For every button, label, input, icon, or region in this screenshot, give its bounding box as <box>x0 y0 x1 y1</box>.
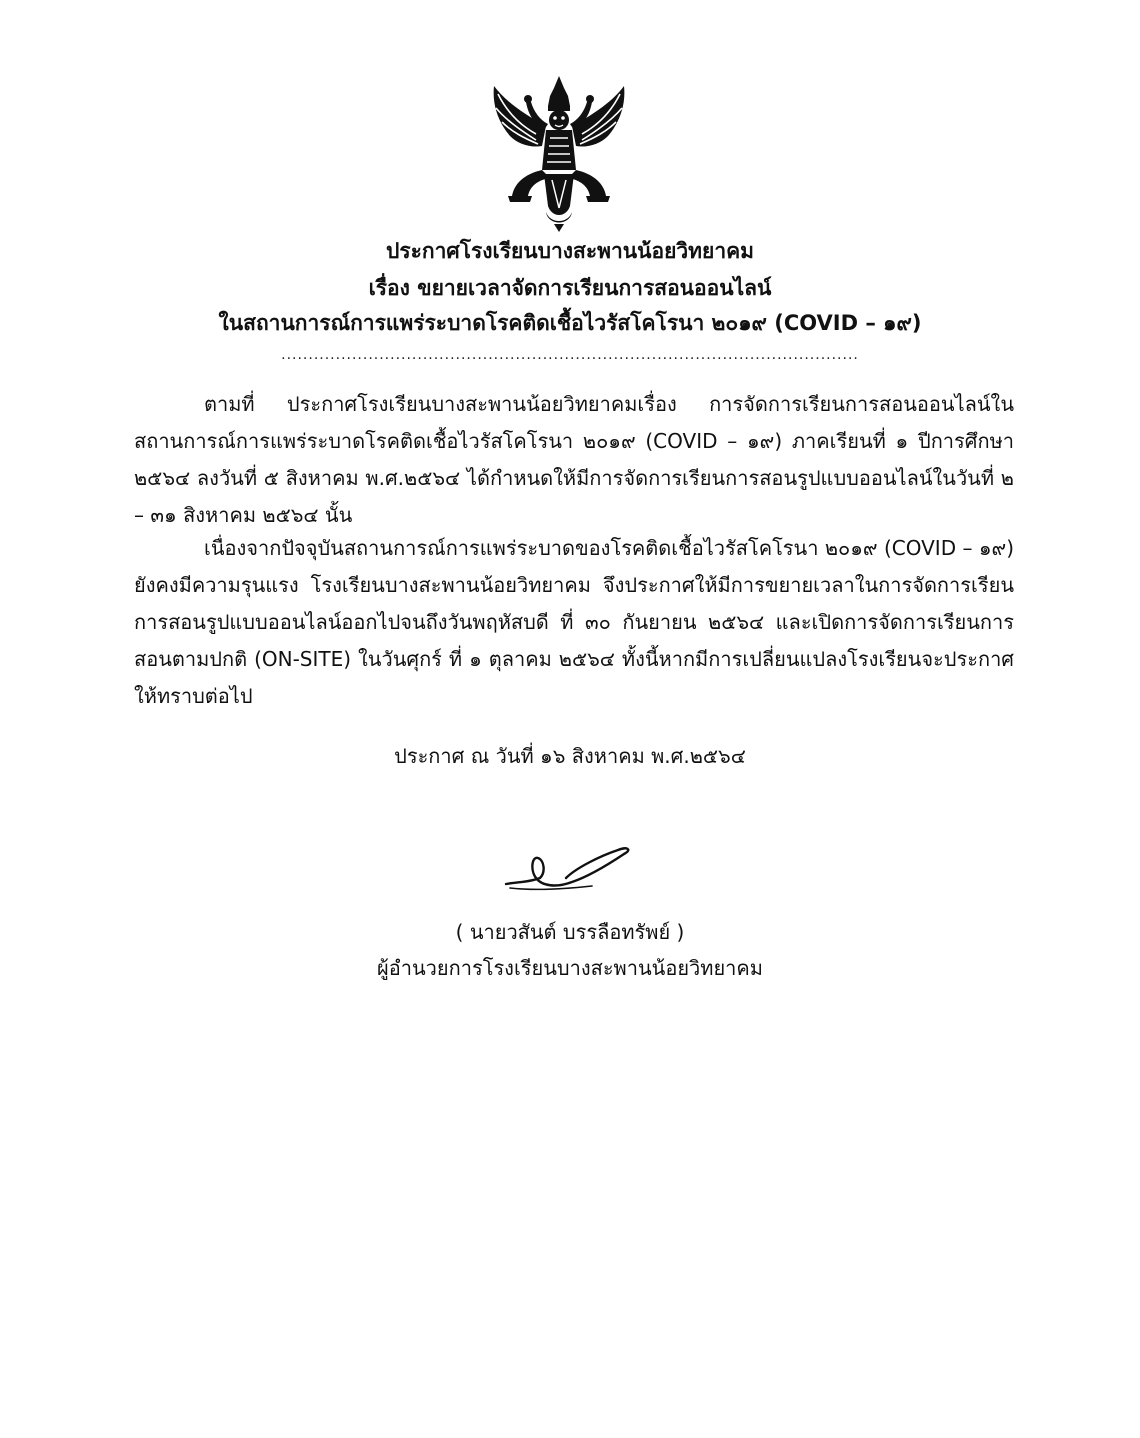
announcement-title: ประกาศโรงเรียนบางสะพานน้อยวิทยาคม <box>385 239 754 263</box>
announcement-context: ในสถานการณ์การแพร่ระบาดโรคติดเชื้อไวรัสโคโรนา ๒๐๑๙ (COVID – ๑๙) <box>218 311 922 335</box>
signer-title: ผู้อำนวยการโรงเรียนบางสะพานน้อยวิทยาคม <box>377 956 763 980</box>
announcement-subject: เรื่อง ขยายเวลาจัดการเรียนการสอนออนไลน์ <box>368 276 772 300</box>
garuda-emblem-icon <box>484 74 634 232</box>
body-paragraph-2: เนื่องจากปัจจุบันสถานการณ์การแพร่ระบาดของโรคติดเชื้อไวรัสโคโรนา ๒๐๑๙ (COVID – ๑๙) ยังคงมีความรุนแรง โรงเรียนบางสะพานน้อยวิทยาคม จึงประกาศให้มีการขยายเวลาในการจัดการเรียนการสอนรูปแบบออนไลน์ออกไปจนถึงวันพฤหัสบดี ที่ ๓๐ กันยายน ๒๕๖๔ และเปิดการจัดการเรียนการสอนตามปกติ (ON-SITE) ในวันศุกร์ ที่ ๑ ตุลาคม ๒๕๖๔ ทั้งนี้หากมีการเปลี่ยนแปลงโรงเรียนจะประกาศให้ทราบต่อไป <box>134 536 1014 708</box>
handwritten-signature-icon <box>500 842 640 898</box>
signer-name: ( นายวสันต์ บรรลือทรัพย์ ) <box>455 920 685 944</box>
dotted-divider: .......................................................................................................... <box>281 347 859 363</box>
announcement-date: ประกาศ ณ วันที่ ๑๖ สิงหาคม พ.ศ.๒๕๖๔ <box>394 744 746 768</box>
body-paragraph-1: ตามที่ ประกาศโรงเรียนบางสะพานน้อยวิทยาคมเรื่อง การจัดการเรียนการสอนออนไลน์ในสถานการณ์การแพร่ระบาดโรคติดเชื้อไวรัสโคโรนา ๒๐๑๙ (COVID – ๑๙) ภาคเรียนที่ ๑ ปีการศึกษา ๒๕๖๔ ลงวันที่ ๕ สิงหาคม พ.ศ.๒๕๖๔ ได้กำหนดให้มีการจัดการเรียนการสอนรูปแบบออนไลน์ในวันที่ ๒ – ๓๑ สิงหาคม ๒๕๖๔ นั้น <box>134 392 1014 527</box>
